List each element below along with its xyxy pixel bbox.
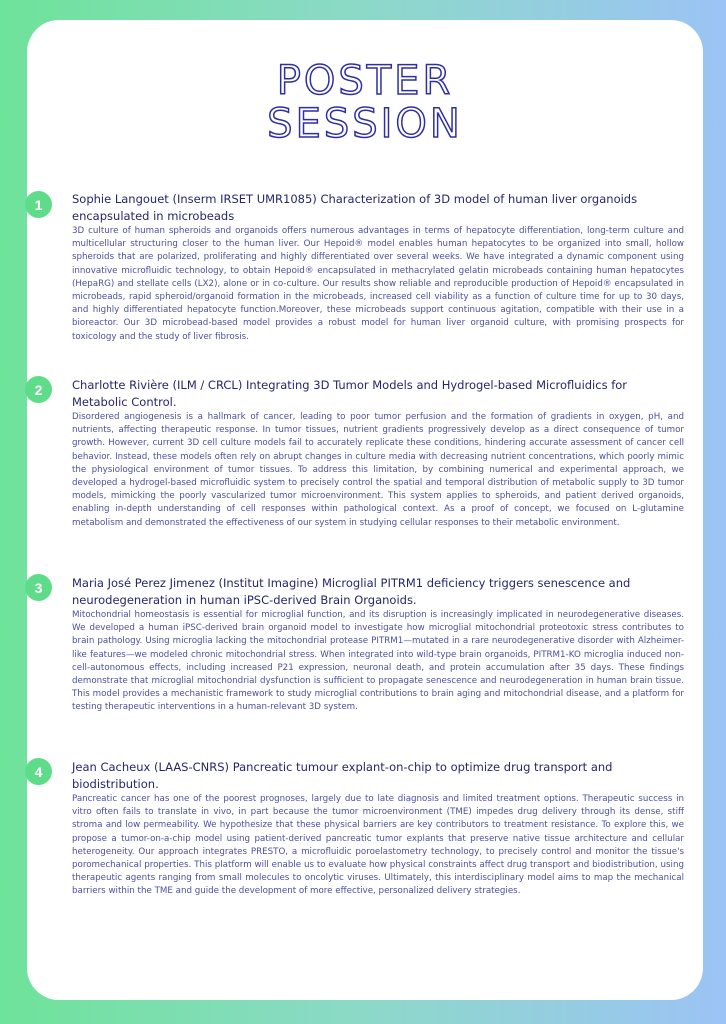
entry-abstract: 3D culture of human spheroids and organoids offers numerous advantages in terms of hepatocyte differentiation, long-term culture and multicellular structuring closer to the human liver. Our Hepoid® model enables human hepatocytes to be organized into small, hollow spheroids that are polarized, proliferating and highly differentiated over several weeks. We have integrated a dynamic component using innovative microfluidic technology, to obtain Hepoid® encapsulated in methacrylated gelatin microbeads containing human hepatocytes (HepaRG) and stellate cells (LX2), alone or in co-culture. Our results show reliable and reproducible production of Hepoid® encapsulated in microbeads, rapid spheroid/organoid formation in the microbeads, increased cell viability as a function of culture time for up to 30 days, and highly differentiated hepatocyte function.Moreover, these microbeads support continuous agitation, compatible with their use in a bioreactor. Our 3D microbead-based model provides a robust model for human liver organoid culture, with promising prospects for toxicology and the study of liver fibrosis. [72,226,684,342]
entry-number-badge: 4 [25,758,52,785]
poster-entry [72,575,684,715]
entry-title: Sophie Langouet (Inserm IRSET UMR1085) Characterization of 3D model of human liver organoids encapsulated in microbeads [72,192,638,223]
entry-title: Maria José Perez Jimenez (Institut Imagine) Microglial PITRM1 deficiency triggers senescence and neurodegeneration in human iPSC-derived Brain Organoids. [72,576,631,607]
entry-abstract: Pancreatic cancer has one of the poorest prognoses, largely due to late diagnosis and limited treatment options. Therapeutic success in vitro often fails to translate in vivo, in part because the tumor microenvironment (TME) impedes drug delivery through its dense, stiff stroma and low permeability. We hypothesize that these physical barriers are key contributors to treatment resistance. To explore this, we propose a tumor-on-a-chip model using patient-derived pancreatic tumor explants that preserve native tissue architecture and cellular heterogeneity. Our approach integrates PRESTO, a microfluidic poroelastometry technology, to precisely control and monitor the tissue's poromechanical properties. This platform will enable us to evaluate how physical constraints affect drug transport and biodistribution, using therapeutic agents ranging from small molecules to oncolytic viruses. Ultimately, this interdisciplinary model aims to map the mechanical barriers within the TME and guide the development of more effective, personalized delivery strategies. [72,794,684,897]
poster-title [27,60,703,146]
entry-number-badge: 3 [25,574,52,601]
entry-number-badge: 2 [25,376,52,403]
poster-entry [72,377,684,530]
poster-card [27,20,703,1000]
entry-abstract: Mitochondrial homeostasis is essential for microglial function, and its disruption is increasingly implicated in neurodegenerative diseases. We developed a human iPSC-derived brain organoid model to investigate how microglial mitochondrial proteotoxic stress contributes to brain pathology. Using microglia lacking the mitochondrial protease PITRM1—mutated in a rare neurodegenerative disorder with Alzheimer-like features—we modeled chronic mitochondrial stress. When integrated into wild-type brain organoids, PITRM1-KO microglia induced non-cell-autonomous effects, including increased P21 expression, neuronal death, and protein accumulation after 35 days. These findings demonstrate that microglial mitochondrial dysfunction is sufficient to propagate senescence and neurodegeneration in human brain tissue. This model provides a mechanistic framework to study microglial contributions to brain aging and mitochondrial disease, and a platform for testing therapeutic interventions in a human-relevant 3D system. [72,610,684,713]
entry-number-badge: 1 [25,191,52,218]
poster-entry [72,759,684,899]
entry-title: Jean Cacheux (LAAS-CNRS) Pancreatic tumour explant-on-chip to optimize drug transport and biodistribution. [72,760,613,791]
poster-title-line-1: POSTER [276,58,454,104]
entry-title: Charlotte Rivière (ILM / CRCL) Integrating 3D Tumor Models and Hydrogel-based Microfluidics for Metabolic Control. [72,378,628,409]
poster-entry [72,191,684,344]
entry-abstract: Disordered angiogenesis is a hallmark of cancer, leading to poor tumor perfusion and the formation of gradients in oxygen, pH, and nutrients, affecting therapeutic response. In tumor tissues, nutrient gradients progressively develop as a direct consequence of tumor growth. However, current 3D cell culture models fail to accurately replicate these conditions, hindering accurate assessment of cancer cell behavior. Instead, these models often rely on abrupt changes in culture media with decreasing nutrient concentrations, which poorly mimic the physiological environment of tumor tissues. To address this limitation, by combining numerical and experimental approach, we developed a hydrogel-based microfluidic system to precisely control the spatial and temporal distribution of metabolic supply to 3D tumor models, mimicking the poorly vascularized tumor microenvironment. This system applies to spheroids, and patient derived organoids, enabling in-depth understanding of cell responses within pathological context. As a proof of concept, we focused on L-glutamine metabolism and demonstrated the effectiveness of our system in studying cellular responses to their metabolic environment. [72,412,684,528]
poster-title-line-2: SESSION [267,101,463,147]
